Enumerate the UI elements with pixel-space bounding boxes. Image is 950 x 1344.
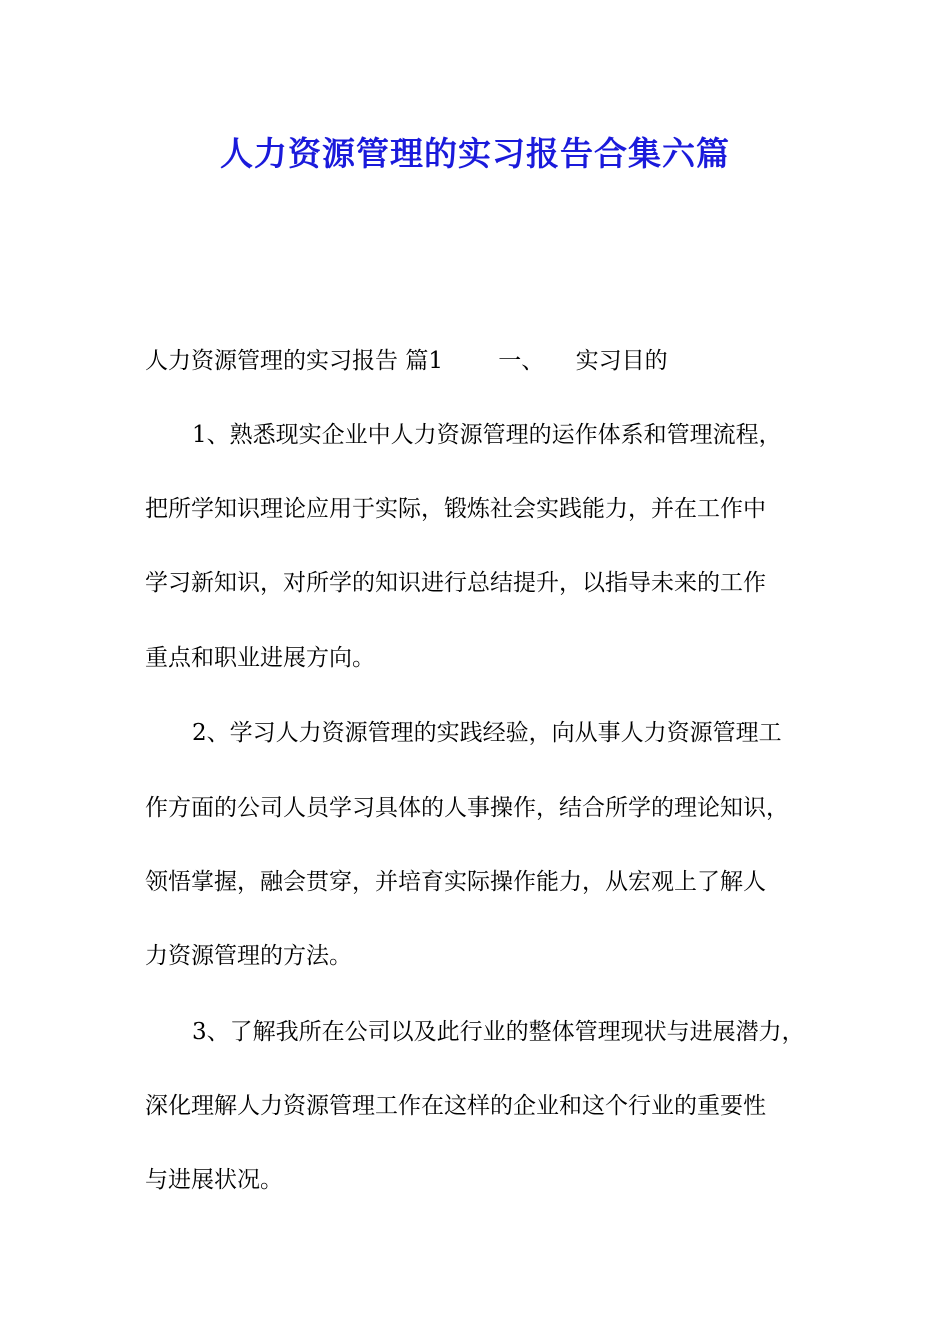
paragraph-line: 把所学知识理论应用于实际，锻炼社会实践能力，并在工作中	[145, 496, 766, 522]
article-heading	[145, 346, 668, 376]
paragraph-line: 1、熟悉现实企业中人力资源管理的运作体系和管理流程，	[192, 422, 782, 448]
paragraph-line: 学习新知识，对所学的知识进行总结提升，以指导未来的工作	[145, 570, 766, 596]
article-title: 人力资源管理的实习报告	[145, 348, 398, 374]
section-number: 一、	[498, 348, 545, 374]
paragraph-line: 3、了解我所在公司以及此行业的整体管理现状与进展潜力，	[192, 1019, 805, 1045]
article-number: 篇1	[405, 348, 443, 374]
paragraph-line: 力资源管理的方法。	[145, 943, 352, 969]
paragraph-line: 领悟掌握，融会贯穿，并培育实际操作能力，从宏观上了解人	[145, 869, 766, 895]
document-title: 人力资源管理的实习报告合集六篇	[220, 134, 730, 173]
paragraph-line: 重点和职业进展方向。	[145, 645, 375, 671]
paragraph-line: 与进展状况。	[145, 1167, 283, 1193]
section-title: 实习目的	[575, 348, 668, 374]
paragraph-line: 2、学习人力资源管理的实践经验，向从事人力资源管理工	[192, 720, 782, 746]
paragraph-line: 作方面的公司人员学习具体的人事操作，结合所学的理论知识，	[145, 795, 789, 821]
paragraph-line: 深化理解人力资源管理工作在这样的企业和这个行业的重要性	[145, 1093, 766, 1119]
